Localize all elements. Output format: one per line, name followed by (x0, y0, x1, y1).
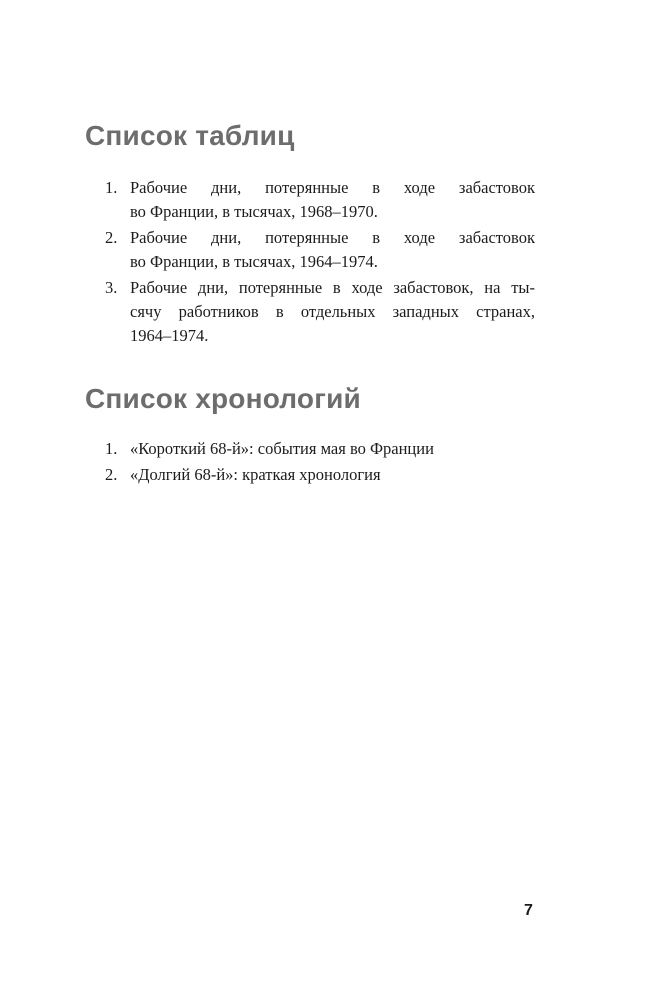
chronology-entry-2 (105, 463, 535, 487)
entry-line: Рабочие дни, потерянные в ходе забастовок, на ты- (130, 278, 535, 297)
chronology-entry-1 (105, 437, 535, 461)
list-of-tables-heading: Список таблиц (85, 120, 295, 151)
entry-line: 1964–1974. (130, 326, 209, 345)
entry-number: 2. (105, 228, 118, 247)
table-entry-3 (105, 276, 535, 348)
entry-line: «Короткий 68-й»: события мая во Франции (130, 439, 434, 458)
entry-line: Рабочие дни, потерянные в ходе забастовок (130, 178, 535, 197)
list-of-tables (105, 176, 535, 350)
entry-number: 2. (105, 465, 118, 484)
entry-line: Рабочие дни, потерянные в ходе забастовок (130, 228, 535, 247)
entry-line: во Франции, в тысячах, 1968–1970. (130, 202, 378, 221)
table-entry-2 (105, 226, 535, 274)
list-of-chronologies-heading: Список хронологий (85, 383, 361, 414)
entry-line: сячу работников в отдельных западных странах, (130, 302, 535, 321)
entry-line: «Долгий 68-й»: краткая хронология (130, 465, 381, 484)
list-of-chronologies (105, 437, 535, 489)
entry-number: 1. (105, 439, 118, 458)
entry-number: 1. (105, 178, 118, 197)
entry-line: во Франции, в тысячах, 1964–1974. (130, 252, 378, 271)
entry-number: 3. (105, 278, 118, 297)
page-number: 7 (524, 902, 533, 919)
table-entry-1 (105, 176, 535, 224)
